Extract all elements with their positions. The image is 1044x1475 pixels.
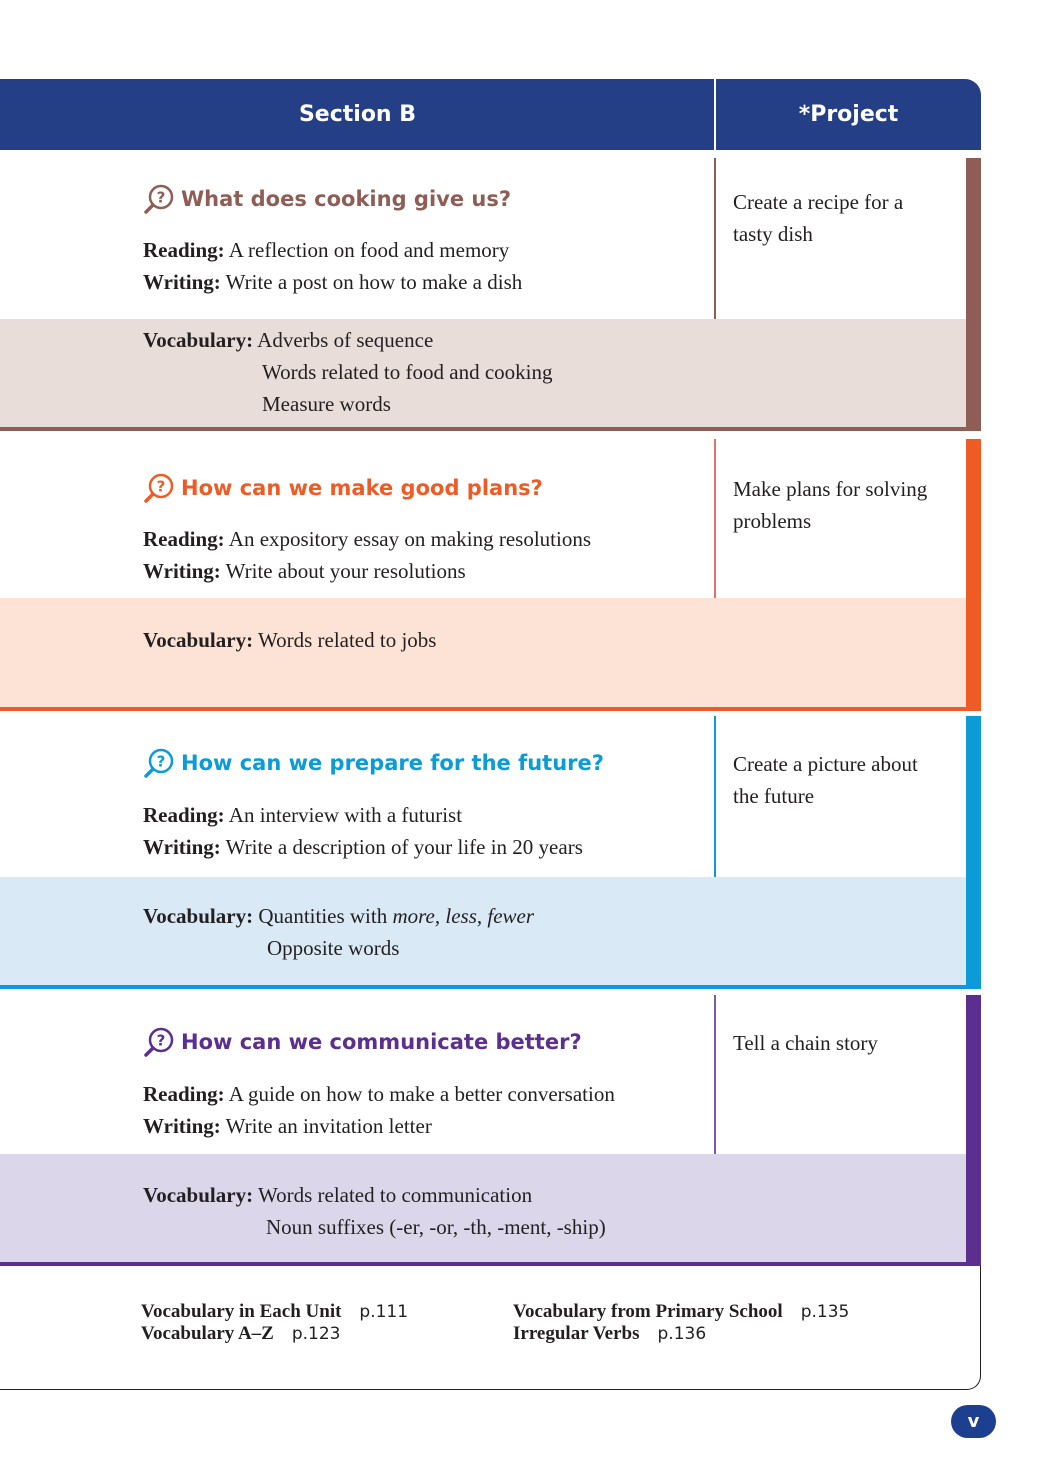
writing-text: Write an invitation letter xyxy=(225,1114,432,1138)
unit-communicate xyxy=(0,995,981,1266)
unit-future xyxy=(0,716,981,989)
project-text xyxy=(733,1027,948,1059)
vocabulary-band xyxy=(0,877,966,985)
appendix-ref-page: p.111 xyxy=(359,1302,409,1322)
reading-text: A reflection on food and memory xyxy=(228,238,510,262)
writing-line xyxy=(143,270,522,295)
writing-text: Write a post on how to make a dish xyxy=(225,270,523,294)
appendix-ref[interactable] xyxy=(513,1323,706,1345)
writing-text: Write about your resolutions xyxy=(225,559,466,583)
project-line: Make plans for solving xyxy=(733,477,928,501)
svg-text:?: ? xyxy=(156,1031,166,1050)
project-line: Create a recipe for a xyxy=(733,190,904,214)
appendix-ref[interactable] xyxy=(141,1301,408,1323)
appendix-ref[interactable] xyxy=(141,1323,341,1345)
question-heading xyxy=(143,1026,582,1058)
writing-text: Write a description of your life in 20 years xyxy=(225,835,583,859)
unit-plans xyxy=(0,439,981,711)
reading-label: Reading: xyxy=(143,238,225,262)
reading-line xyxy=(143,803,462,828)
vocabulary-item: Words related to food and cooking xyxy=(262,360,553,384)
project-text xyxy=(733,473,948,537)
vocabulary-item: Words related to communication xyxy=(257,1183,533,1207)
svg-text:?: ? xyxy=(156,188,166,207)
table-header xyxy=(0,79,981,150)
unit-bottom-rule xyxy=(0,427,981,431)
appendix-ref-page: p.136 xyxy=(657,1324,707,1344)
unit-bottom-rule xyxy=(0,707,981,711)
svg-text:?: ? xyxy=(156,752,166,771)
reading-text: A guide on how to make a better conversation xyxy=(228,1082,615,1106)
writing-label: Writing: xyxy=(143,559,221,583)
project-line: tasty dish xyxy=(733,222,813,246)
writing-label: Writing: xyxy=(143,1114,221,1138)
vocabulary-item: Measure words xyxy=(262,392,391,416)
question-text: What does cooking give us? xyxy=(181,187,512,211)
reading-label: Reading: xyxy=(143,1082,225,1106)
vocabulary-label: Vocabulary: xyxy=(143,328,254,352)
appendix-ref-label: Vocabulary in Each Unit xyxy=(141,1301,342,1322)
column-divider xyxy=(714,995,716,1154)
writing-label: Writing: xyxy=(143,270,221,294)
reading-line xyxy=(143,1082,615,1107)
reading-line xyxy=(143,527,591,552)
project-line: the future xyxy=(733,784,815,808)
project-text xyxy=(733,186,948,250)
unit-color-bar xyxy=(966,716,981,989)
vocabulary-line xyxy=(143,328,433,353)
vocabulary-item: Adverbs of sequence xyxy=(257,328,434,352)
project-heading: *Project xyxy=(798,102,899,127)
unit-cooking xyxy=(0,158,981,431)
section-b-heading: Section B xyxy=(298,102,417,127)
project-line: problems xyxy=(733,509,812,533)
column-divider xyxy=(714,716,716,877)
reading-label: Reading: xyxy=(143,803,225,827)
vocabulary-item: Noun suffixes (-er, -or, -th, -ment, -ship) xyxy=(266,1215,606,1239)
question-heading xyxy=(143,747,604,779)
appendix-ref-page: p.123 xyxy=(291,1324,341,1344)
page-number-badge: v xyxy=(951,1405,996,1438)
vocabulary-item: Opposite words xyxy=(267,936,400,960)
vocabulary-label: Vocabulary: xyxy=(143,904,254,928)
writing-line xyxy=(143,559,466,584)
vocabulary-line xyxy=(143,628,436,653)
appendix-ref-label: Irregular Verbs xyxy=(513,1323,640,1344)
vocabulary-line xyxy=(143,904,534,929)
writing-line xyxy=(143,835,583,860)
reading-line xyxy=(143,238,509,263)
appendix-ref-page: p.135 xyxy=(800,1302,850,1322)
question-heading xyxy=(143,183,511,215)
unit-color-bar xyxy=(966,995,981,1266)
writing-line xyxy=(143,1114,432,1139)
reading-label: Reading: xyxy=(143,527,225,551)
unit-color-bar xyxy=(966,439,981,711)
question-text: How can we prepare for the future? xyxy=(181,751,604,775)
column-divider xyxy=(714,439,716,598)
project-line: Create a picture about xyxy=(733,752,918,776)
svg-text:?: ? xyxy=(156,477,166,496)
vocabulary-item: Quantities with xyxy=(258,904,393,928)
vocabulary-label: Vocabulary: xyxy=(143,628,254,652)
reading-text: An interview with a futurist xyxy=(228,803,463,827)
question-text: How can we communicate better? xyxy=(181,1030,582,1054)
unit-color-bar xyxy=(966,158,981,431)
magnifier-question-icon xyxy=(143,183,175,215)
appendix-ref-label: Vocabulary A–Z xyxy=(141,1323,274,1344)
appendix-ref-label: Vocabulary from Primary School xyxy=(513,1301,783,1322)
vocabulary-label: Vocabulary: xyxy=(143,1183,254,1207)
vocabulary-band xyxy=(0,1154,966,1262)
question-heading xyxy=(143,472,543,504)
magnifier-question-icon xyxy=(143,472,175,504)
project-line: Tell a chain story xyxy=(733,1031,878,1055)
unit-bottom-rule xyxy=(0,985,981,989)
writing-label: Writing: xyxy=(143,835,221,859)
appendix-ref[interactable] xyxy=(513,1301,849,1323)
vocabulary-item: Words related to jobs xyxy=(257,628,437,652)
project-text xyxy=(733,748,948,812)
column-divider xyxy=(714,158,716,319)
question-text: How can we make good plans? xyxy=(181,476,543,500)
vocabulary-item-italic: more, less, fewer xyxy=(392,904,535,928)
magnifier-question-icon xyxy=(143,747,175,779)
magnifier-question-icon xyxy=(143,1026,175,1058)
vocabulary-line xyxy=(143,1183,532,1208)
reading-text: An expository essay on making resolutions xyxy=(228,527,591,551)
